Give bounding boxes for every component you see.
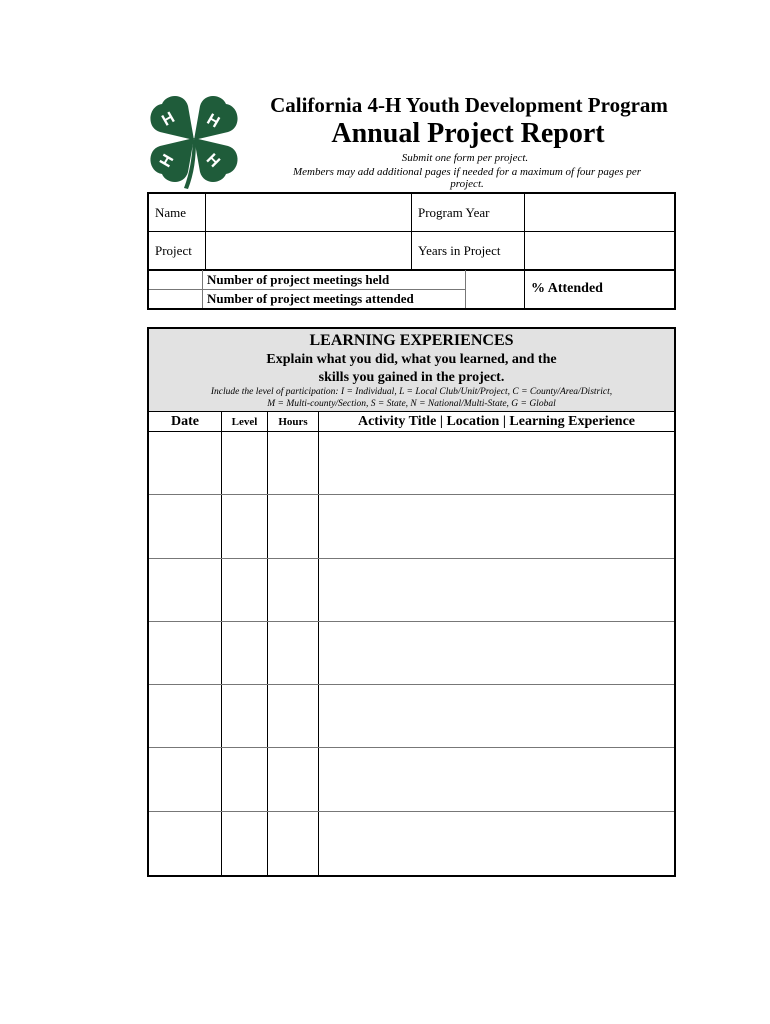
level-cell[interactable] xyxy=(222,749,267,812)
meetings-attended-field[interactable] xyxy=(149,290,203,308)
divider xyxy=(149,289,465,290)
program-year-field[interactable] xyxy=(525,194,674,232)
name-field[interactable] xyxy=(206,194,412,232)
activity-cell[interactable] xyxy=(319,495,674,558)
level-column-header: Level xyxy=(231,416,258,428)
svg-text:H: H xyxy=(156,151,178,171)
table-row xyxy=(149,685,674,748)
hours-cell[interactable] xyxy=(268,812,318,875)
activity-cell[interactable] xyxy=(319,749,674,812)
divider xyxy=(465,270,466,308)
table-row xyxy=(149,432,674,495)
date-cell[interactable] xyxy=(149,495,221,558)
date-cell[interactable] xyxy=(149,812,221,875)
years-in-project-field[interactable] xyxy=(525,232,674,269)
hours-cell[interactable] xyxy=(268,559,318,622)
report-title-text: Annual Project Report xyxy=(331,118,605,149)
meetings-held-field[interactable] xyxy=(149,270,203,289)
report-title xyxy=(300,118,730,150)
activity-cell[interactable] xyxy=(319,622,674,685)
attended-percent-label: % Attended xyxy=(531,281,603,296)
learning-instruction-1: Explain what you did, what you learned, and the xyxy=(266,352,557,367)
hours-cell[interactable] xyxy=(268,622,318,685)
years-in-project-label: Years in Project xyxy=(418,242,501,258)
participation-levels-1: Include the level of participation: I = Individual, L = Local Club/Unit/Project, C = County/Area/District, xyxy=(210,387,613,397)
date-cell[interactable] xyxy=(149,622,221,685)
date-cell[interactable] xyxy=(149,749,221,812)
svg-text:H: H xyxy=(202,150,223,172)
table-row xyxy=(149,749,674,812)
learning-title: LEARNING EXPERIENCES xyxy=(309,332,514,349)
project-info-table xyxy=(147,192,676,310)
level-cell[interactable] xyxy=(222,432,267,495)
divider xyxy=(202,270,203,308)
divider xyxy=(205,194,206,270)
learning-header xyxy=(149,329,674,411)
program-title: California 4-H Youth Development Program xyxy=(270,93,668,117)
learning-experiences-table xyxy=(147,327,676,877)
divider xyxy=(149,411,674,412)
meetings-count-field[interactable] xyxy=(465,270,525,308)
hours-cell[interactable] xyxy=(268,749,318,812)
activity-column-header: Activity Title | Location | Learning Experience xyxy=(357,414,636,429)
activity-cell[interactable] xyxy=(319,432,674,495)
divider xyxy=(411,194,412,270)
date-column-header: Date xyxy=(171,414,199,429)
hours-cell[interactable] xyxy=(268,432,318,495)
submission-note: Submit one form per project. xyxy=(401,152,529,164)
4h-clover-logo xyxy=(146,92,242,190)
project-label: Project xyxy=(155,242,192,258)
hours-cell[interactable] xyxy=(268,685,318,748)
learning-instruction-2: skills you gained in the project. xyxy=(318,370,505,385)
activity-cell[interactable] xyxy=(319,559,674,622)
level-cell[interactable] xyxy=(222,812,267,875)
table-row xyxy=(149,622,674,685)
divider xyxy=(524,194,525,308)
meetings-attended-label: Number of project meetings attended xyxy=(207,291,414,306)
table-row xyxy=(149,495,674,558)
program-year-label: Program Year xyxy=(418,205,490,220)
svg-text:H: H xyxy=(159,109,178,130)
date-cell[interactable] xyxy=(149,432,221,495)
svg-text:H: H xyxy=(203,110,223,132)
date-cell[interactable] xyxy=(149,559,221,622)
level-cell[interactable] xyxy=(222,685,267,748)
activity-cell[interactable] xyxy=(319,685,674,748)
meetings-held-label: Number of project meetings held xyxy=(207,271,390,287)
level-cell[interactable] xyxy=(222,622,267,685)
level-cell[interactable] xyxy=(222,559,267,622)
table-row xyxy=(149,559,674,622)
name-label: Name xyxy=(155,205,187,220)
additional-pages-note: Members may add additional pages if needed for a maximum of four pages per project. xyxy=(293,166,641,190)
level-cell[interactable] xyxy=(222,495,267,558)
table-row xyxy=(149,812,674,875)
date-cell[interactable] xyxy=(149,685,221,748)
hours-cell[interactable] xyxy=(268,495,318,558)
hours-column-header: Hours xyxy=(278,416,308,428)
project-field[interactable] xyxy=(206,232,412,269)
activity-cell[interactable] xyxy=(319,812,674,875)
participation-levels-2: M = Multi-county/Section, S = State, N = National/Multi-State, G = Global xyxy=(267,399,556,409)
